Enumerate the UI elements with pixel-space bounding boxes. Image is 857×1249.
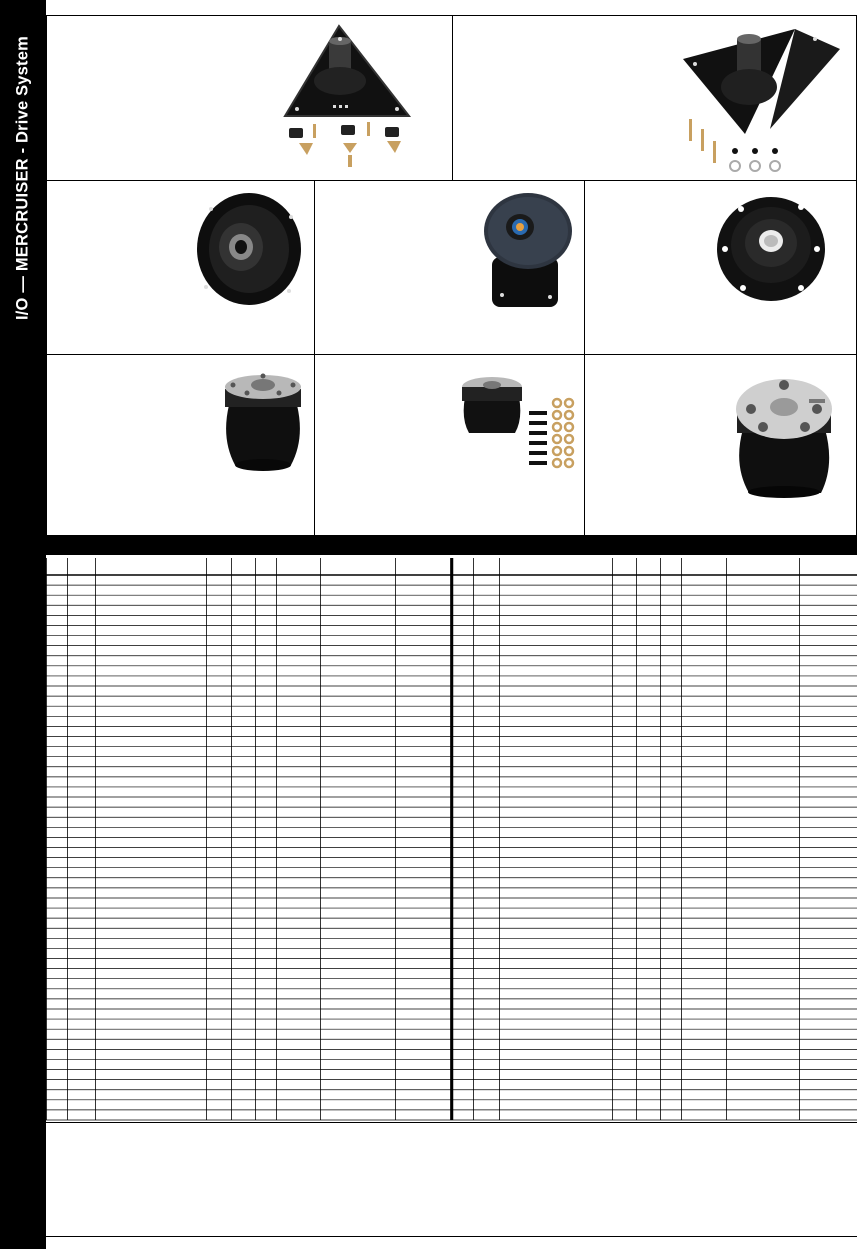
product-panel-triangle-coupler-kit bbox=[46, 15, 453, 181]
section-title: I/O — MERCRUISER - Drive System bbox=[13, 35, 32, 321]
drive-coupler-housing-icon bbox=[217, 365, 309, 475]
product-panel-large-drive-coupler bbox=[584, 354, 857, 536]
rubber-damper-coupler-icon bbox=[480, 189, 580, 314]
footnote-area bbox=[46, 1122, 857, 1237]
splined-coupler-plate-icon bbox=[713, 193, 831, 308]
round-coupler-plate-icon bbox=[191, 189, 311, 314]
drive-coupler-with-studs-icon bbox=[457, 369, 582, 479]
large-drive-coupler-icon bbox=[733, 373, 835, 498]
product-panel-splined-round-coupler bbox=[584, 180, 857, 355]
table-header-band bbox=[46, 535, 857, 555]
sidebar bbox=[0, 0, 46, 1249]
triangle-coupler-plate-with-hardware-icon bbox=[675, 19, 855, 179]
product-panel-drive-coupler-with-studs-kit bbox=[314, 354, 585, 536]
parts-table bbox=[46, 555, 857, 1122]
product-panel-rubber-damper-coupler bbox=[314, 180, 585, 355]
product-panel-drive-shaft-coupler bbox=[46, 354, 315, 536]
triangle-coupler-with-hardware-icon bbox=[277, 21, 447, 171]
product-panel-triangle-coupler-plate-kit bbox=[452, 15, 857, 181]
product-panel-round-drive-plate-coupler bbox=[46, 180, 315, 355]
